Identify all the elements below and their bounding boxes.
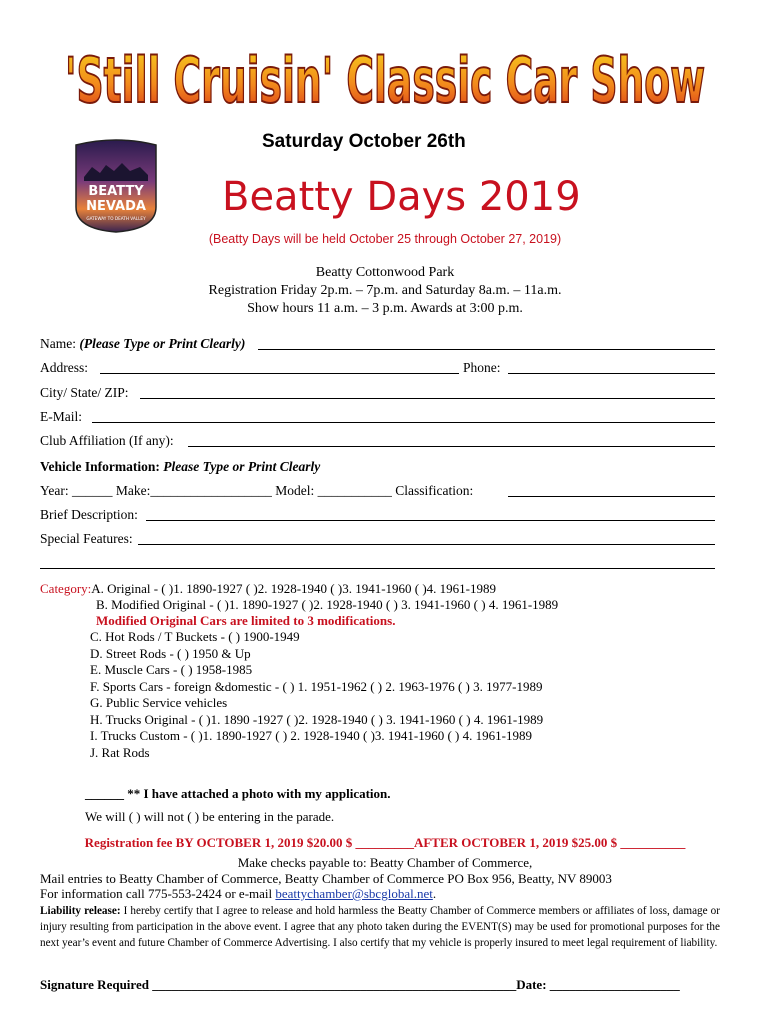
show-date: Saturday October 26th (262, 131, 466, 152)
registration-hours: Registration Friday 2p.m. – 7p.m. and Saturday 8a.m. – 11a.m. (208, 283, 562, 298)
liability-text: I hereby certify that I agree to release and hold harmless the Beatty Chamber of Commerce members or affiliates of loss, damage or injury resulting from participation in the above event. I agree that any photo taken during the EVENT(S) may be used for promotional purposes for the next year’s event and future Chamber of Commerce Advertising. I also certify that my vehicle is properly insured to meet legal requirement of liability. (40, 905, 720, 950)
liability-label: Liability release: (40, 905, 121, 917)
category-i: I. Trucks Custom - ( )1. 1890-1927 ( ) 2. 1928-1940 ( )3. 1941-1960 ( ) 4. 1961-1989 (90, 728, 532, 743)
special-features-input-line-2[interactable] (40, 568, 715, 569)
logo-line1: BEATTY (88, 184, 144, 199)
name-field-label: Name: (Please Type or Print Clearly) (40, 336, 246, 351)
category-g: G. Public Service vehicles (90, 695, 228, 710)
vehicle-hint: Please Type or Print Clearly (163, 459, 321, 474)
category-a: Category:A. Original - ( )1. 1890-1927 ( )2. 1928-1940 ( )3. 1941-1960 ( )4. 1961-1989 (40, 581, 497, 596)
event-note: (Beatty Days will be held October 25 through October 27, 2019) (208, 232, 562, 246)
venue: Beatty Cottonwood Park (315, 265, 455, 280)
vehicle-heading: Vehicle Information: Please Type or Print Clearly (40, 459, 321, 474)
email-link[interactable]: beattychamber@sbcglobal.net (275, 886, 433, 901)
category-h: H. Trucks Original - ( )1. 1890 -1927 ( )2. 1928-1940 ( ) 3. 1941-1960 ( ) 4. 1961-1989 (90, 712, 544, 727)
vehicle-details-label: Year: ______ Make:__________________ Model: ___________ Classification: (40, 483, 474, 498)
beatty-nevada-logo (70, 137, 162, 233)
liability-release (40, 903, 720, 952)
email-field-label: E-Mail: (40, 409, 82, 424)
category-e: E. Muscle Cars - ( ) 1958-1985 (90, 662, 253, 677)
address-field-label: Address: (40, 360, 88, 375)
phone-input-line[interactable] (508, 373, 715, 374)
registration-fee-line: Registration fee BY OCTOBER 1, 2019 $20.00 $ _________AFTER OCTOBER 1, 2019 $25.00 $ __________ (84, 835, 686, 850)
mail-entries-line: Mail entries to Beatty Chamber of Commerce, Beatty Chamber of Commerce PO Box 956, Beatty, NV 89003 (40, 871, 612, 886)
special-features-input-line[interactable] (138, 544, 715, 545)
category-b: B. Modified Original - ( )1. 1890-1927 ( )2. 1928-1940 ( ) 3. 1941-1960 ( ) 4. 1961-1989 (96, 597, 559, 612)
category-b-note: Modified Original Cars are limited to 3 modifications. (96, 613, 396, 628)
club-field-label: Club Affiliation (If any): (40, 433, 174, 448)
name-input-line[interactable] (258, 349, 715, 350)
info-line: For information call 775-553-2424 or e-mail beattychamber@sbcglobal.net. (40, 886, 437, 901)
show-title-text: 'Still Cruisin' Classic Car Show (65, 44, 705, 117)
event-title: Beatty Days 2019 (222, 174, 581, 220)
email-input-line[interactable] (92, 422, 715, 423)
show-hours: Show hours 11 a.m. – 3 p.m. Awards at 3:00 p.m. (247, 301, 523, 316)
logo-tagline: GATEWAY TO DEATH VALLEY (86, 216, 146, 221)
category-label: Category: (40, 581, 92, 596)
city-field-label: City/ State/ ZIP: (40, 385, 129, 400)
special-features-label: Special Features: (40, 531, 133, 546)
category-j: J. Rat Rods (90, 745, 150, 760)
phone-field-label: Phone: (463, 360, 501, 375)
classification-input-line[interactable] (508, 496, 715, 497)
name-hint: (Please Type or Print Clearly) (79, 336, 246, 351)
checks-payable-line: Make checks payable to: Beatty Chamber of Commerce, (237, 855, 533, 870)
category-f: F. Sports Cars - foreign &domestic - ( ) 1. 1951-1962 ( ) 2. 1963-1976 ( ) 3. 1977-1989 (90, 679, 543, 694)
parade-line: We will ( ) will not ( ) be entering in the parade. (85, 809, 335, 824)
club-input-line[interactable] (188, 446, 715, 447)
city-input-line[interactable] (140, 398, 715, 399)
show-title (0, 14, 770, 126)
brief-description-input-line[interactable] (146, 520, 715, 521)
address-input-line[interactable] (100, 373, 459, 374)
brief-description-label: Brief Description: (40, 507, 138, 522)
signature-line[interactable]: Signature Required ________________________________________________________Date: ____________________ (40, 977, 680, 992)
category-d: D. Street Rods - ( ) 1950 & Up (90, 646, 251, 661)
category-c: C. Hot Rods / T Buckets - ( ) 1900-1949 (90, 629, 300, 644)
photo-attached-line: ______ ** I have attached a photo with my application. (85, 786, 391, 801)
logo-line2: NEVADA (86, 199, 146, 214)
